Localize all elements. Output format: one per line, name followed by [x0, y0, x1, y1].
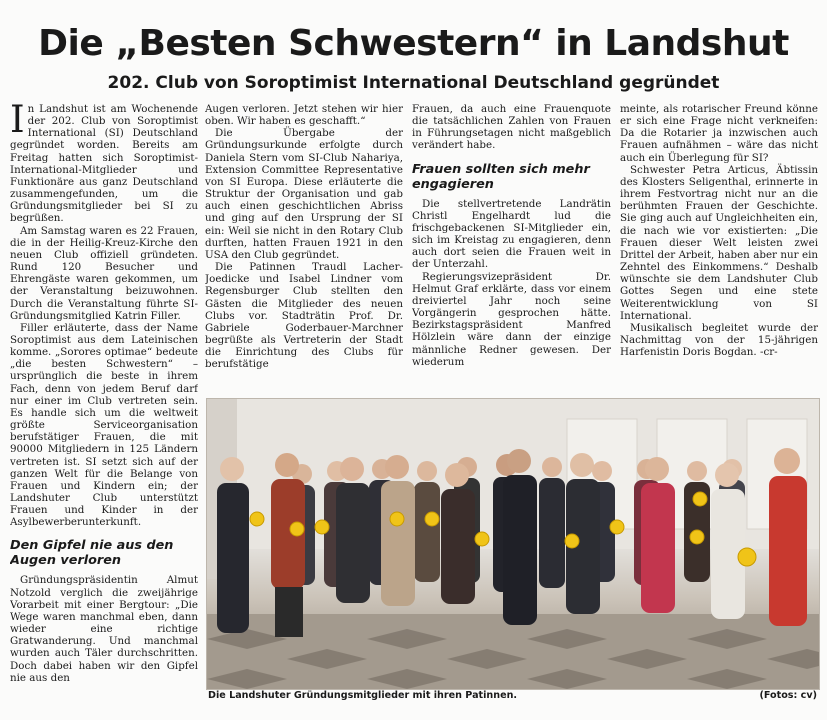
paragraph: Die Patinnen Traudl Lacher-Joedicke und Isabel Lindner vom Regensburger Club stellten den Gästen die Mitglieder des neuen Clubs vor. Stadträtin Prof. Dr. Gabriele Goderbauer-Marchner begrüßte als Vertreterin der Stadt die Einrichtung des Clubs für berufstätige [205, 261, 403, 371]
section-subhead: Frauen sollten sich mehr engagieren [412, 161, 590, 192]
photo-credit: (Fotos: cv) [759, 690, 817, 701]
paragraph: Regierungsvizepräsident Dr. Helmut Graf erklärte, dass vor einem dreiviertel Jahr noch seine Vorgängerin gesprochen hätte. Bezirkstagspräsident Manfred Hölzlein wäre dann der einzige männliche Redner gewesen. Der wiederum [412, 270, 611, 368]
drop-cap: I [10, 103, 25, 141]
paragraph: Frauen, da auch eine Frauenquote die tatsächlichen Zahlen von Frauen in Führungsetagen nicht maßgeblich verändert habe. [412, 103, 611, 152]
article-column-2 [205, 103, 403, 395]
section-subhead: Den Gipfel nie aus den Augen verloren [10, 538, 174, 569]
paragraph-text: n Landshut ist am Wochenende der 202. Club von Soroptimist International (SI) Deutschland gegründet worden. Bereits am Freitag hatten sich Soroptimist-International-Mitglieder und Funktionäre aus ganz Deutschland zusammengefunden, um die Gründungsmitglieder bei SI zu begrüßen. [10, 103, 198, 225]
paragraph: Augen verloren. Jetzt stehen wir hier oben. Wir haben es geschafft.“ [205, 103, 403, 128]
headline: Die „Besten Schwestern“ in Landshut [38, 23, 789, 64]
photo-caption: Die Landshuter Gründungsmitglieder mit ihren Patinnen. [208, 690, 518, 701]
paragraph: Filler erläuterte, dass der Name Soroptimist aus dem Lateinischen komme. „Sorores optimae“ bedeute „die besten Schwestern“ – ursprünglich die beste in ihrem Fach, denn von jedem Beruf darf nur einer im Club vertreten sein. Es handle sich um die weltweit größte Serviceorganisation berufstätiger Frauen, die mit 90000 Mitgliedern in 125 Ländern vertreten ist. SI setzt sich auf der ganzen Welt für die Belange von Frauen und Kindern ein; der Landshuter Club unterstützt Frauen und Kinder in der Asylbewerberunterkunft. [10, 321, 198, 529]
paragraph: Die stellvertretende Landrätin Christl Engelhardt lud die frischgebackenen SI-Mitglieder ein, sich im Kreistag zu engagieren, denn auch dort seien die Frauen weit in der Unterzahl. [412, 197, 611, 271]
group-photo [206, 398, 820, 690]
article-column-1 [10, 103, 198, 703]
paragraph [10, 103, 198, 225]
group-photo-illustration [207, 399, 819, 689]
paragraph: Musikalisch begleitet wurde der Nachmittag von der 15-jährigen Harfenistin Doris Bogdan. -cr- [620, 321, 818, 359]
subheadline: 202. Club von Soroptimist International Deutschland gegründet [107, 73, 720, 93]
paragraph: meinte, als rotarischer Freund könne er sich eine Frage nicht verkneifen: Da die Rotarier ja inzwischen auch Frauen aufnähmen – wäre das nicht auch ein Überlegung für SI? [620, 103, 818, 164]
paragraph: Am Samstag waren es 22 Frauen, die in der Heilig-Kreuz-Kirche den neuen Club offiziell gründeten. Rund 120 Besucher und Ehrengäste waren gekommen, um der Veranstaltung beizuwohnen. Durch die Veranstaltung führte SI-Gründungsmitglied Katrin Filler. [10, 224, 198, 322]
article-column-3 [412, 103, 611, 395]
paragraph: Schwester Petra Articus, Äbtissin des Klosters Seligenthal, erinnerte in ihrem Festvortrag nicht nur an die berühmten Frauen der Geschichte. Sie ging auch auf Ungleichheiten ein, die nach wie vor existierten: „Die Frauen dieser Welt leisten zwei Drittel der Arbeit, haben aber nur ein Zehntel des Einkommens.“ Deshalb wünschte sie dem Landshuter Club Gottes Segen und eine stete Weiterentwicklung von SI International. [620, 163, 818, 322]
article-column-4 [620, 103, 818, 395]
paragraph: Gründungspräsidentin Almut Notzold verglich die zweijährige Vorarbeit mit einer Bergtour: „Die Wege waren manchmal eben, dann wieder eine richtige Gratwanderung. Und manchmal wurden auch Täler durchschritten. Doch dabei haben wir den Gipfel nie aus den [10, 574, 198, 684]
paragraph: Die Übergabe der Gründungsurkunde erfolgte durch Daniela Stern vom SI-Club Nahariya, Extension Committee Representative von SI Europa. Diese erläuterte die Struktur der Organisation und gab auch einen geschichtlichen Abriss und ging auf den Ursprung der SI ein: Weil sie nicht in den Rotary Club durften, hatten Frauen 1921 in den USA den Club gegründet. [205, 127, 403, 261]
